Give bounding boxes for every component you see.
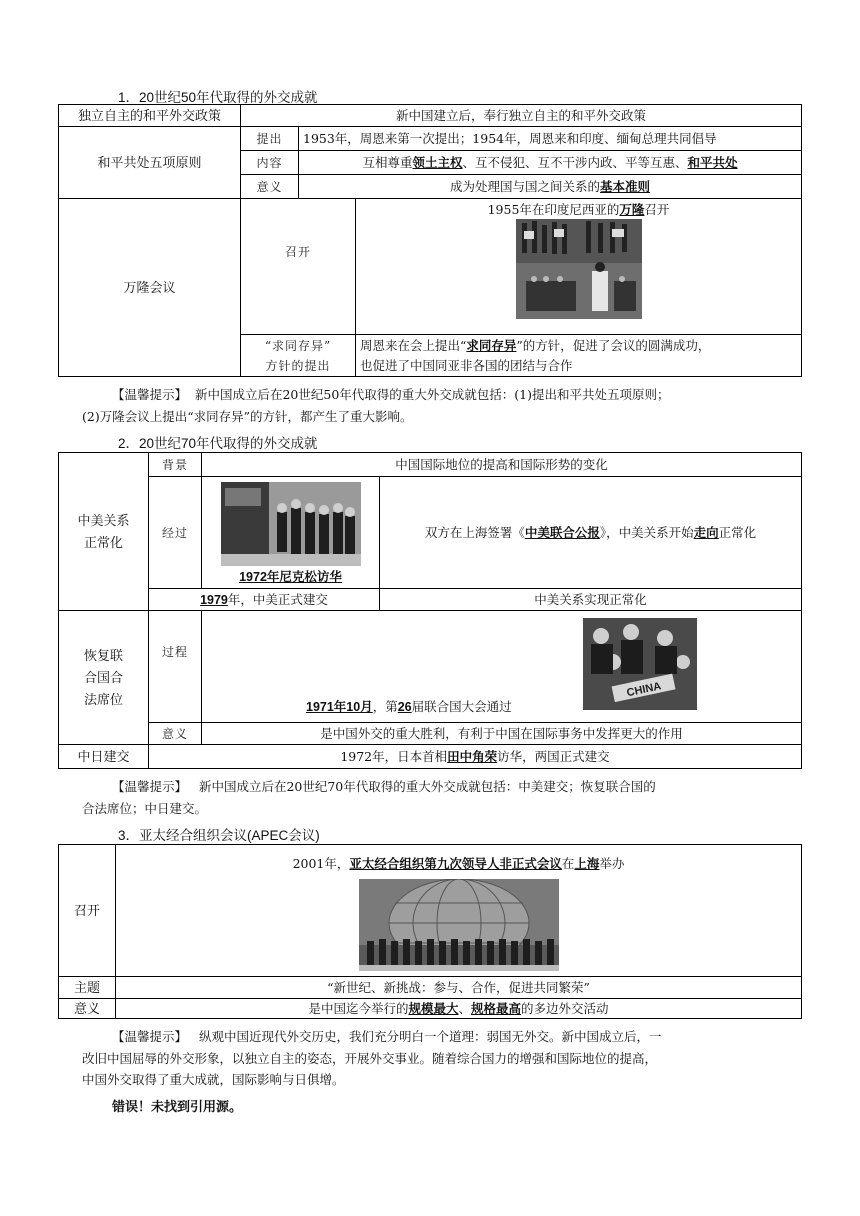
row-head-un-seat: 恢复联 合国合 法席位	[59, 611, 149, 745]
tip-label: 【温馨提示】	[112, 1030, 188, 1044]
row-head-independent-policy: 独立自主的和平外交政策	[59, 105, 241, 127]
value-process: 双方在上海签署《中美联合公报》，中美关系开始走向正常化	[380, 477, 802, 589]
value-apec-significance: 是中国迄今举行的规模最大、规格最高的多边外交活动	[116, 999, 802, 1019]
table-1970s	[58, 452, 802, 769]
label-proposed: 提出	[241, 127, 299, 151]
row-val-independent-policy: 新中国建立后，奉行独立自主的和平外交政策	[241, 105, 802, 127]
section-1-title: 1．20世纪50年代取得的外交成就	[118, 90, 318, 105]
tip-label: 【温馨提示】	[112, 388, 188, 402]
value-content: 互相尊重领土主权、互不侵犯、互不干涉内政、平等互惠、和平共处	[299, 151, 802, 175]
bandung-conference-photo	[516, 219, 642, 319]
tip-label: 【温馨提示】	[112, 780, 188, 794]
row-head-significance: 意义	[59, 999, 116, 1019]
row-head-theme: 主题	[59, 977, 116, 999]
label-content: 内容	[241, 151, 299, 175]
un-course-text: 1971年10月，第26届联合国大会通过	[306, 699, 512, 714]
row-head-sino-japan: 中日建交	[59, 745, 149, 769]
row-head-held: 召开	[59, 845, 116, 977]
section-3-title: 3．亚太经合组织会议(APEC会议)	[118, 828, 320, 843]
bandung-held-cell	[356, 199, 802, 335]
value-significance: 成为处理国与国之间关系的基本准则	[299, 175, 802, 199]
row-head-bandung: 万隆会议	[59, 199, 241, 377]
value-seek-common-ground: 周恩来在会上提出“求同存异”的方针，促进了会议的圆满成功， 也促进了中国同亚非各国的团结与合作	[356, 335, 802, 377]
label-process: 经过	[149, 477, 202, 589]
nixon-cell	[202, 477, 380, 589]
apec-held-cell	[116, 845, 802, 977]
tip-apec: 【温馨提示】 纵观中国近现代外交历史，我们充分明白一个道理：弱国无外交。新中国成立后，一 改旧中国屈辱的外交形象，以独立自主的姿态，开展外交事业。随着综合国力的增强和国际地位的提高， 中国外交取得了重大成就，国际影响与日俱增。	[82, 1029, 662, 1087]
label-background: 背景	[149, 453, 202, 477]
bandung-caption: 1955年在印度尼西亚的万隆召开	[487, 202, 670, 217]
nixon-caption: 1972年尼克松访华	[239, 570, 342, 584]
year-1979-cell: 1979年，中美正式建交	[149, 589, 380, 611]
tip-1950s: 【温馨提示】 新中国成立后在20世纪50年代取得的重大外交成就包括：(1)提出和平共处五项原则； (2)万隆会议上提出“求同存异”的方针，都产生了重大影响。	[82, 387, 670, 424]
apec-caption: 2001年，亚太经合组织第九次领导人非正式会议在上海举办	[292, 856, 625, 871]
year-1979-result: 中美关系实现正常化	[380, 589, 802, 611]
table-apec	[58, 844, 802, 1019]
un-course-cell	[202, 611, 802, 723]
section-2-title: 2．20世纪70年代取得的外交成就	[118, 436, 318, 451]
value-sino-japan: 1972年，日本首相田中角荣访华，两国正式建交	[149, 745, 802, 769]
value-un-significance: 是中国外交的重大胜利，有利于中国在国际事务中发挥更大的作用	[202, 723, 802, 745]
table-1950s	[58, 104, 802, 377]
nixon-visit-photo	[221, 482, 361, 566]
label-significance: 意义	[241, 175, 299, 199]
label-seek-common-ground: “求同存异” 方针的提出	[241, 335, 356, 377]
value-background: 中国国际地位的提高和国际形势的变化	[202, 453, 802, 477]
tip-1970s: 【温馨提示】 新中国成立后在20世纪70年代取得的重大外交成就包括：中美建交；恢复联合国的 合法席位；中日建交。	[82, 779, 656, 816]
label-course: 过程	[149, 611, 202, 723]
reference-error-text: 错误！未找到引用源。	[112, 1099, 243, 1114]
label-un-significance: 意义	[149, 723, 202, 745]
china-nameplate: CHINA	[625, 680, 663, 700]
apec-shanghai-photo	[359, 879, 559, 971]
un-assembly-photo	[583, 618, 697, 710]
value-theme: “新世纪、新挑战：参与、合作，促进共同繁荣”	[116, 977, 802, 999]
label-held: 召开	[241, 199, 356, 335]
value-proposed: 1953年，周恩来第一次提出；1954年，周恩来和印度、缅甸总理共同倡导	[299, 127, 802, 151]
row-head-sino-us: 中美关系 正常化	[59, 453, 149, 611]
row-head-five-principles: 和平共处五项原则	[59, 127, 241, 199]
